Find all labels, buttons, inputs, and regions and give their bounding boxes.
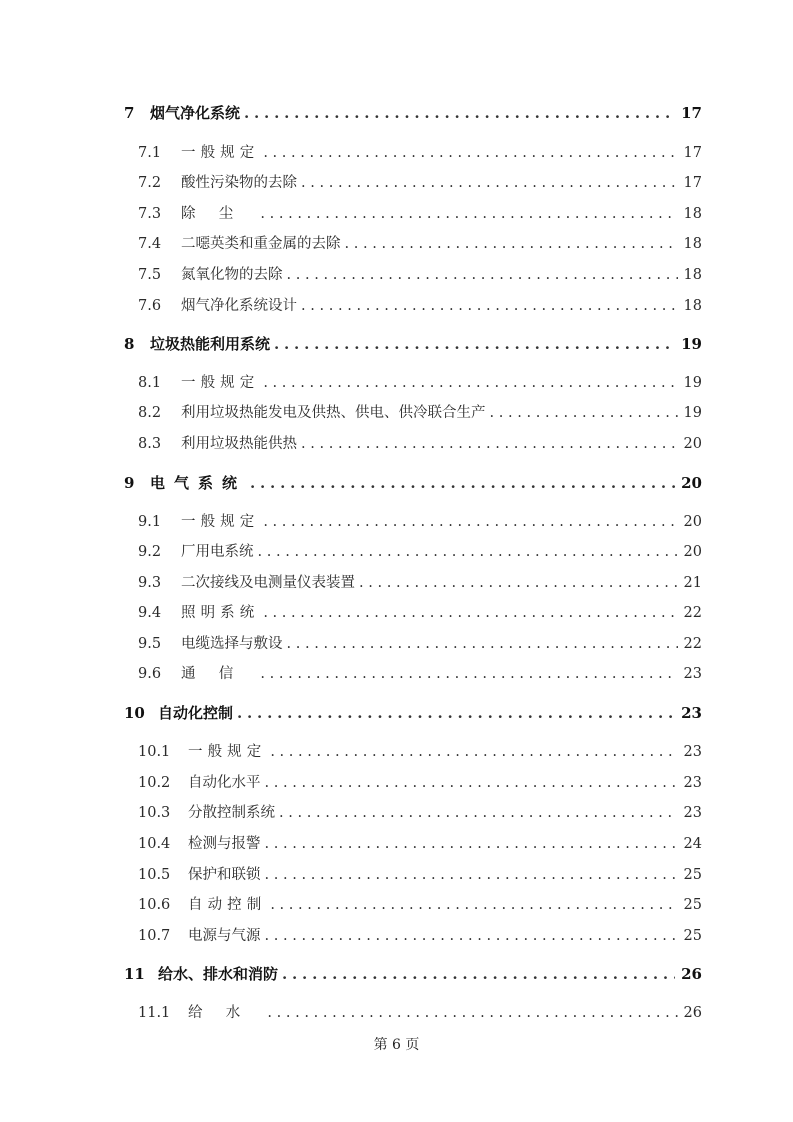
dot-leader	[260, 662, 677, 686]
toc-entry-number: 10.1	[138, 744, 171, 760]
toc-entry-number: 9.5	[138, 636, 162, 652]
toc-entry-chapter-7[interactable]	[124, 101, 702, 125]
dot-leader	[490, 401, 678, 425]
toc-entry-page: 21	[683, 575, 702, 591]
toc-entry-section-8-2[interactable]	[138, 401, 702, 425]
toc-entry-section-7-4[interactable]	[138, 232, 702, 256]
toc-entry-title: 利用垃圾热能供热	[181, 436, 297, 452]
toc-entry-section-9-4[interactable]	[138, 601, 702, 625]
dot-leader	[301, 294, 678, 318]
dot-leader	[301, 432, 678, 456]
toc-entry-page: 17	[683, 175, 702, 191]
dot-leader	[260, 202, 677, 226]
toc-entry-title: 给水、排水和消防	[158, 965, 279, 983]
toc-entry-title: 二噁英类和重金属的去除	[181, 236, 341, 252]
toc-entry-number: 9	[124, 474, 135, 492]
dot-leader	[274, 332, 675, 356]
dot-leader	[263, 601, 677, 625]
toc-entry-page: 20	[683, 544, 702, 560]
toc-entry-section-9-2[interactable]	[138, 540, 702, 564]
toc-entry-number: 7.5	[138, 267, 162, 283]
dot-leader	[258, 540, 678, 564]
toc-entry-number: 7.6	[138, 298, 162, 314]
toc-entry-number: 10.7	[138, 928, 171, 944]
toc-entry-number: 10.3	[138, 805, 171, 821]
toc-entry-page: 23	[681, 704, 702, 722]
toc-entry-section-10-4[interactable]	[138, 832, 702, 856]
toc-entry-chapter-11[interactable]	[124, 962, 702, 986]
toc-entry-number: 9.3	[138, 575, 162, 591]
toc-entry-chapter-10[interactable]	[124, 701, 702, 725]
toc-entry-section-9-6[interactable]	[138, 662, 702, 686]
toc-entry-page: 19	[683, 405, 702, 421]
dot-leader	[263, 510, 677, 534]
dot-leader	[270, 740, 677, 764]
toc-entry-section-8-1[interactable]	[138, 371, 702, 395]
toc-entry-section-9-1[interactable]	[138, 510, 702, 534]
toc-entry-number: 9.4	[138, 605, 162, 621]
dot-leader	[287, 632, 678, 656]
toc-entry-number: 7.3	[138, 206, 162, 222]
toc-entry-title: 照明系统	[181, 605, 260, 621]
toc-entry-title: 给水	[188, 1005, 264, 1021]
toc-entry-section-8-3[interactable]	[138, 432, 702, 456]
toc-entry-section-11-1[interactable]	[138, 1001, 702, 1025]
toc-entry-page: 18	[683, 236, 702, 252]
toc-entry-page: 22	[683, 605, 702, 621]
toc-entry-title: 一般规定	[181, 145, 260, 161]
dot-leader	[279, 801, 678, 825]
toc-entry-page: 20	[683, 436, 702, 452]
toc-entry-title: 垃圾热能利用系统	[150, 335, 271, 353]
toc-entry-number: 7.4	[138, 236, 162, 252]
toc-entry-number: 7	[124, 104, 135, 122]
toc-entry-number: 8.2	[138, 405, 162, 421]
toc-entry-page: 19	[683, 375, 702, 391]
toc-entry-section-7-3[interactable]	[138, 202, 702, 226]
dot-leader	[345, 232, 678, 256]
toc-entry-title: 酸性污染物的去除	[181, 175, 297, 191]
toc-entry-section-10-3[interactable]	[138, 801, 702, 825]
dot-leader	[301, 171, 678, 195]
toc-entry-page: 23	[683, 666, 702, 682]
toc-entry-section-7-2[interactable]	[138, 171, 702, 195]
dot-leader	[267, 1001, 677, 1025]
toc-entry-page: 25	[683, 928, 702, 944]
toc-entry-number: 11	[124, 965, 145, 983]
toc-entry-title: 烟气净化系统	[150, 104, 241, 122]
toc-entry-number: 10.6	[138, 897, 171, 913]
dot-leader	[263, 371, 677, 395]
toc-entry-page: 24	[683, 836, 702, 852]
toc-entry-page: 18	[683, 298, 702, 314]
toc-entry-number: 10.5	[138, 867, 171, 883]
toc-entry-section-10-6[interactable]	[138, 893, 702, 917]
toc-entry-number: 10.2	[138, 775, 171, 791]
toc-entry-chapter-9[interactable]	[124, 471, 702, 495]
toc-entry-title: 一般规定	[181, 514, 260, 530]
toc-entry-title: 电源与气源	[188, 928, 261, 944]
toc-entry-page: 23	[683, 805, 702, 821]
dot-leader	[244, 101, 675, 125]
toc-entry-number: 9.1	[138, 514, 162, 530]
toc-entry-title: 分散控制系统	[188, 805, 275, 821]
toc-entry-page: 18	[683, 206, 702, 222]
toc-entry-title: 烟气净化系统设计	[181, 298, 297, 314]
toc-entry-section-10-5[interactable]	[138, 863, 702, 887]
toc-entry-title: 检测与报警	[188, 836, 261, 852]
toc-entry-page: 26	[683, 1005, 702, 1021]
dot-leader	[265, 832, 678, 856]
toc-entry-number: 11.1	[138, 1005, 171, 1021]
toc-entry-page: 25	[683, 867, 702, 883]
dot-leader	[250, 471, 675, 495]
dot-leader	[265, 771, 678, 795]
toc-entry-page: 23	[683, 744, 702, 760]
toc-entry-title: 利用垃圾热能发电及供热、供电、供冷联合生产	[181, 405, 486, 421]
toc-entry-title: 自动化水平	[188, 775, 261, 791]
toc-entry-section-10-1[interactable]	[138, 740, 702, 764]
toc-entry-page: 23	[683, 775, 702, 791]
toc-entry-number: 9.6	[138, 666, 162, 682]
toc-entry-title: 电气系统	[150, 474, 247, 492]
toc-entry-number: 8.3	[138, 436, 162, 452]
toc-entry-number: 8	[124, 335, 135, 353]
toc-entry-title: 一般规定	[188, 744, 267, 760]
toc-entry-title: 厂用电系统	[181, 544, 254, 560]
page-number-footer: 第 6 页	[373, 1037, 420, 1053]
dot-leader	[265, 863, 678, 887]
toc-entry-title: 保护和联锁	[188, 867, 261, 883]
toc-entry-title: 二次接线及电测量仪表装置	[181, 575, 355, 591]
toc-entry-page: 26	[681, 965, 702, 983]
toc-entry-page: 20	[683, 514, 702, 530]
toc-entry-number: 10	[124, 704, 145, 722]
toc-entry-section-9-5[interactable]	[138, 632, 702, 656]
toc-entry-title: 自动化控制	[158, 704, 234, 722]
toc-entry-number: 7.1	[138, 145, 162, 161]
toc-entry-section-7-1[interactable]	[138, 141, 702, 165]
toc-entry-chapter-8[interactable]	[124, 332, 702, 356]
dot-leader	[287, 263, 678, 287]
toc-entry-section-10-2[interactable]	[138, 771, 702, 795]
toc-entry-page: 22	[683, 636, 702, 652]
toc-entry-page: 19	[681, 335, 702, 353]
toc-entry-page: 18	[683, 267, 702, 283]
toc-entry-title: 通信	[181, 666, 257, 682]
toc-entry-number: 9.2	[138, 544, 162, 560]
toc-entry-number: 8.1	[138, 375, 162, 391]
toc-entry-page: 25	[683, 897, 702, 913]
toc-entry-title: 一般规定	[181, 375, 260, 391]
dot-leader	[237, 701, 675, 725]
dot-leader	[263, 141, 677, 165]
dot-leader	[359, 571, 678, 595]
toc-entry-number: 10.4	[138, 836, 171, 852]
toc-entry-page: 20	[681, 474, 702, 492]
toc-entry-title: 电缆选择与敷设	[181, 636, 283, 652]
toc-entry-title: 自动控制	[188, 897, 267, 913]
dot-leader	[270, 893, 677, 917]
toc-entry-number: 7.2	[138, 175, 162, 191]
toc-entry-title: 氮氧化物的去除	[181, 267, 283, 283]
toc-entry-section-7-6[interactable]	[138, 294, 702, 318]
dot-leader	[265, 924, 678, 948]
toc-entry-page: 17	[681, 104, 702, 122]
toc-entry-section-7-5[interactable]	[138, 263, 702, 287]
toc-entry-section-10-7[interactable]	[138, 924, 702, 948]
toc-entry-title: 除尘	[181, 206, 257, 222]
toc-entry-page: 17	[683, 145, 702, 161]
toc-entry-section-9-3[interactable]	[138, 571, 702, 595]
dot-leader	[282, 962, 675, 986]
